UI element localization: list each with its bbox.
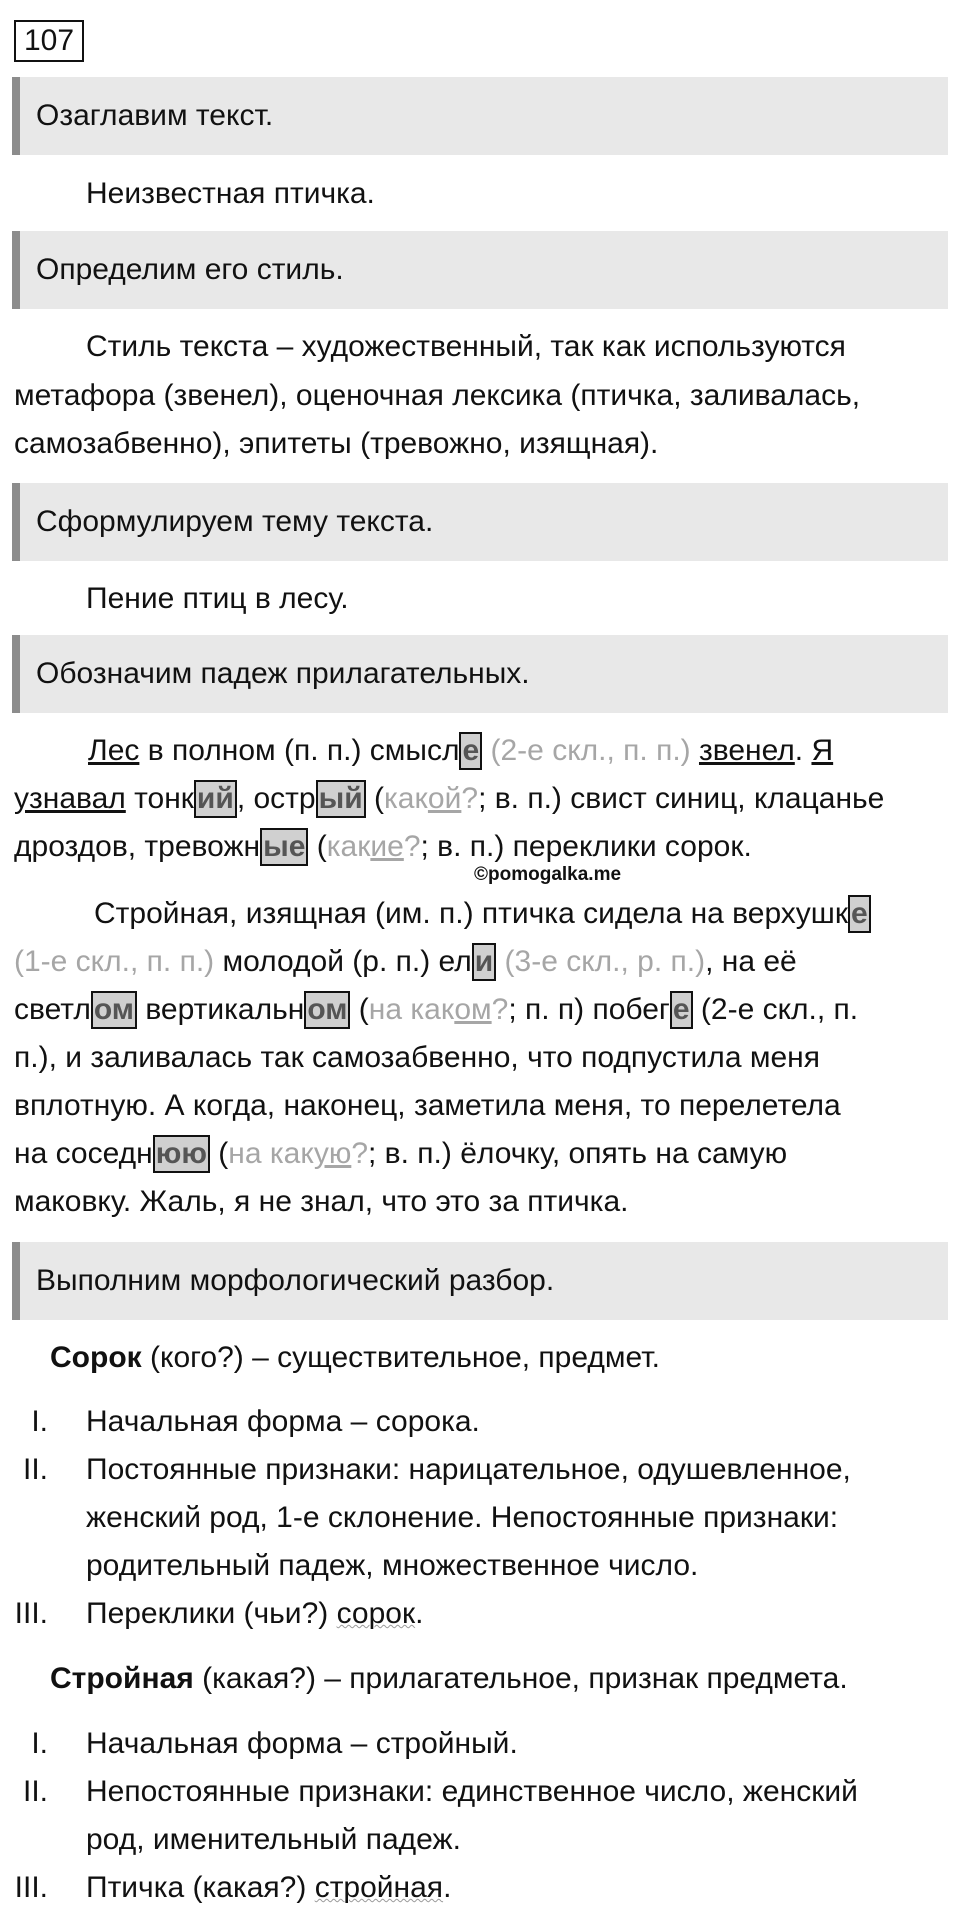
ending-box: и: [472, 943, 496, 981]
list-text: родительный падеж, множественное число.: [86, 1549, 699, 1582]
text-fragment: Стройная, изящная (им. п.) птичка сидела на верхушк: [94, 897, 848, 930]
list-number: III.: [14, 1871, 48, 1904]
case-line-2: [14, 775, 954, 823]
ending-box: ий: [194, 780, 237, 818]
case-line-10: маковку. Жаль, я не знал, что это за птичка.: [14, 1185, 629, 1218]
ending-box: ые: [260, 828, 308, 866]
theme-answer: Пение птиц в лесу.: [86, 582, 349, 615]
ending-box: е: [670, 991, 693, 1029]
watermark: ©pomogalka.me: [474, 864, 622, 885]
title-answer: Неизвестная птичка.: [86, 177, 375, 210]
grey-question: на как: [228, 1137, 314, 1170]
text-fragment: , остр: [236, 782, 316, 815]
list-text: Начальная форма – сорока.: [86, 1405, 480, 1438]
ending-box: е: [459, 732, 482, 770]
list-text: Постоянные признаки: нарицательное, одушевленное,: [86, 1453, 851, 1486]
case-line-5: [14, 938, 954, 986]
list-text: [86, 1590, 423, 1638]
analysis-word: Сорок: [50, 1341, 142, 1374]
text-fragment: .: [415, 1597, 424, 1630]
text-fragment: ; в. п.) переклики сорок.: [420, 830, 752, 863]
grey-question: как: [326, 830, 371, 863]
case-line-6: [14, 986, 954, 1034]
grey-question: ?: [351, 1137, 369, 1170]
list-text: [86, 1864, 451, 1912]
case-line-4: [14, 890, 960, 938]
text-fragment: светл: [14, 993, 91, 1026]
case-line-8: вплотную. А когда, наконец, заметила меня, то перелетела: [14, 1089, 841, 1122]
wavy-underlined-word: стройная: [314, 1871, 444, 1904]
subject-word: Лес: [88, 734, 140, 767]
list-text: род, именительный падеж.: [86, 1823, 461, 1856]
wavy-underlined-word: сорок: [336, 1597, 416, 1630]
analysis-heading-sorok: [50, 1334, 660, 1382]
text-fragment: .: [794, 734, 812, 767]
text-fragment: (: [365, 782, 384, 815]
ending-box: е: [848, 895, 871, 933]
heading-case: Обозначим падеж прилагательных.: [12, 635, 948, 713]
analysis-description: (какая?) – прилагательное, признак предмета.: [193, 1662, 848, 1695]
text-fragment: ; в. п.) свист синиц, клацанье: [478, 782, 885, 815]
grey-note: (3-е скл., р. п.): [496, 945, 706, 978]
grey-question: как: [383, 782, 428, 815]
task-number: 107: [14, 20, 84, 62]
text-fragment: (2-е скл., п.: [692, 993, 859, 1026]
text-fragment: ; в. п.) ёлочку, опять на самую: [368, 1137, 788, 1170]
heading-theme: Сформулируем тему текста.: [12, 483, 948, 561]
text-fragment: (: [350, 993, 369, 1026]
list-number: I.: [31, 1727, 48, 1760]
style-line-2: метафора (звенел), оценочная лексика (птичка, заливалась,: [14, 379, 861, 412]
text-fragment: молодой (р. п.) ел: [214, 945, 472, 978]
list-text: Непостоянные признаки: единственное число, женский: [86, 1775, 858, 1808]
heading-title: Озаглавим текст.: [12, 77, 948, 155]
text-fragment: тонк: [125, 782, 194, 815]
list-number: II.: [22, 1775, 48, 1808]
list-number: I.: [31, 1405, 48, 1438]
analysis-description: (кого?) – существительное, предмет.: [141, 1341, 660, 1374]
grey-note: (2-е скл., п. п.): [482, 734, 699, 767]
text-fragment: в полном (п. п.) смысл: [139, 734, 460, 767]
text-fragment: .: [443, 1871, 452, 1904]
list-number: II.: [22, 1453, 48, 1486]
grey-question-ending: ую: [313, 1137, 352, 1170]
subject-word: Я: [811, 734, 834, 767]
grey-question: ?: [403, 830, 421, 863]
ending-box: ом: [304, 991, 350, 1029]
heading-style: Определим его стиль.: [12, 231, 948, 309]
ending-box: ом: [91, 991, 137, 1029]
text-fragment: (: [308, 830, 327, 863]
ending-box: ый: [316, 780, 366, 818]
analysis-word: Стройная: [50, 1662, 194, 1695]
text-fragment: дроздов, тревожн: [14, 830, 261, 863]
case-line-9: [14, 1130, 954, 1178]
text-fragment: Птичка (какая?): [86, 1871, 315, 1904]
style-line-1: Стиль текста – художественный, так как используются: [86, 330, 846, 363]
style-line-3: самозабвенно), эпитеты (тревожно, изящная).: [14, 427, 659, 460]
grey-question: на как: [368, 993, 455, 1026]
list-text: Начальная форма – стройный.: [86, 1727, 518, 1760]
text-fragment: , на её: [705, 945, 797, 978]
text-fragment: вертикальн: [137, 993, 305, 1026]
predicate-word: звенел: [698, 734, 795, 767]
grey-question: ?: [461, 782, 479, 815]
analysis-heading-stroynaya: [50, 1655, 848, 1703]
heading-morphology: Выполним морфологический разбор.: [12, 1242, 948, 1320]
predicate-word: узнавал: [14, 782, 126, 815]
text-fragment: (: [209, 1137, 229, 1170]
case-line-1: [14, 727, 960, 775]
grey-question-ending: ом: [454, 993, 492, 1026]
list-number: III.: [14, 1597, 48, 1630]
grey-question: ?: [491, 993, 509, 1026]
text-fragment: ; п. п) побег: [508, 993, 670, 1026]
grey-question-ending: ой: [427, 782, 462, 815]
ending-box: юю: [153, 1135, 210, 1173]
grey-question-ending: ие: [370, 830, 404, 863]
list-text: женский род, 1-е склонение. Непостоянные признаки:: [86, 1501, 839, 1534]
text-fragment: Переклики (чьи?): [86, 1597, 337, 1630]
case-line-7: п.), и заливалась так самозабвенно, что подпустила меня: [14, 1041, 820, 1074]
text-fragment: на соседн: [14, 1137, 153, 1170]
grey-note: (1-е скл., п. п.): [14, 945, 215, 978]
